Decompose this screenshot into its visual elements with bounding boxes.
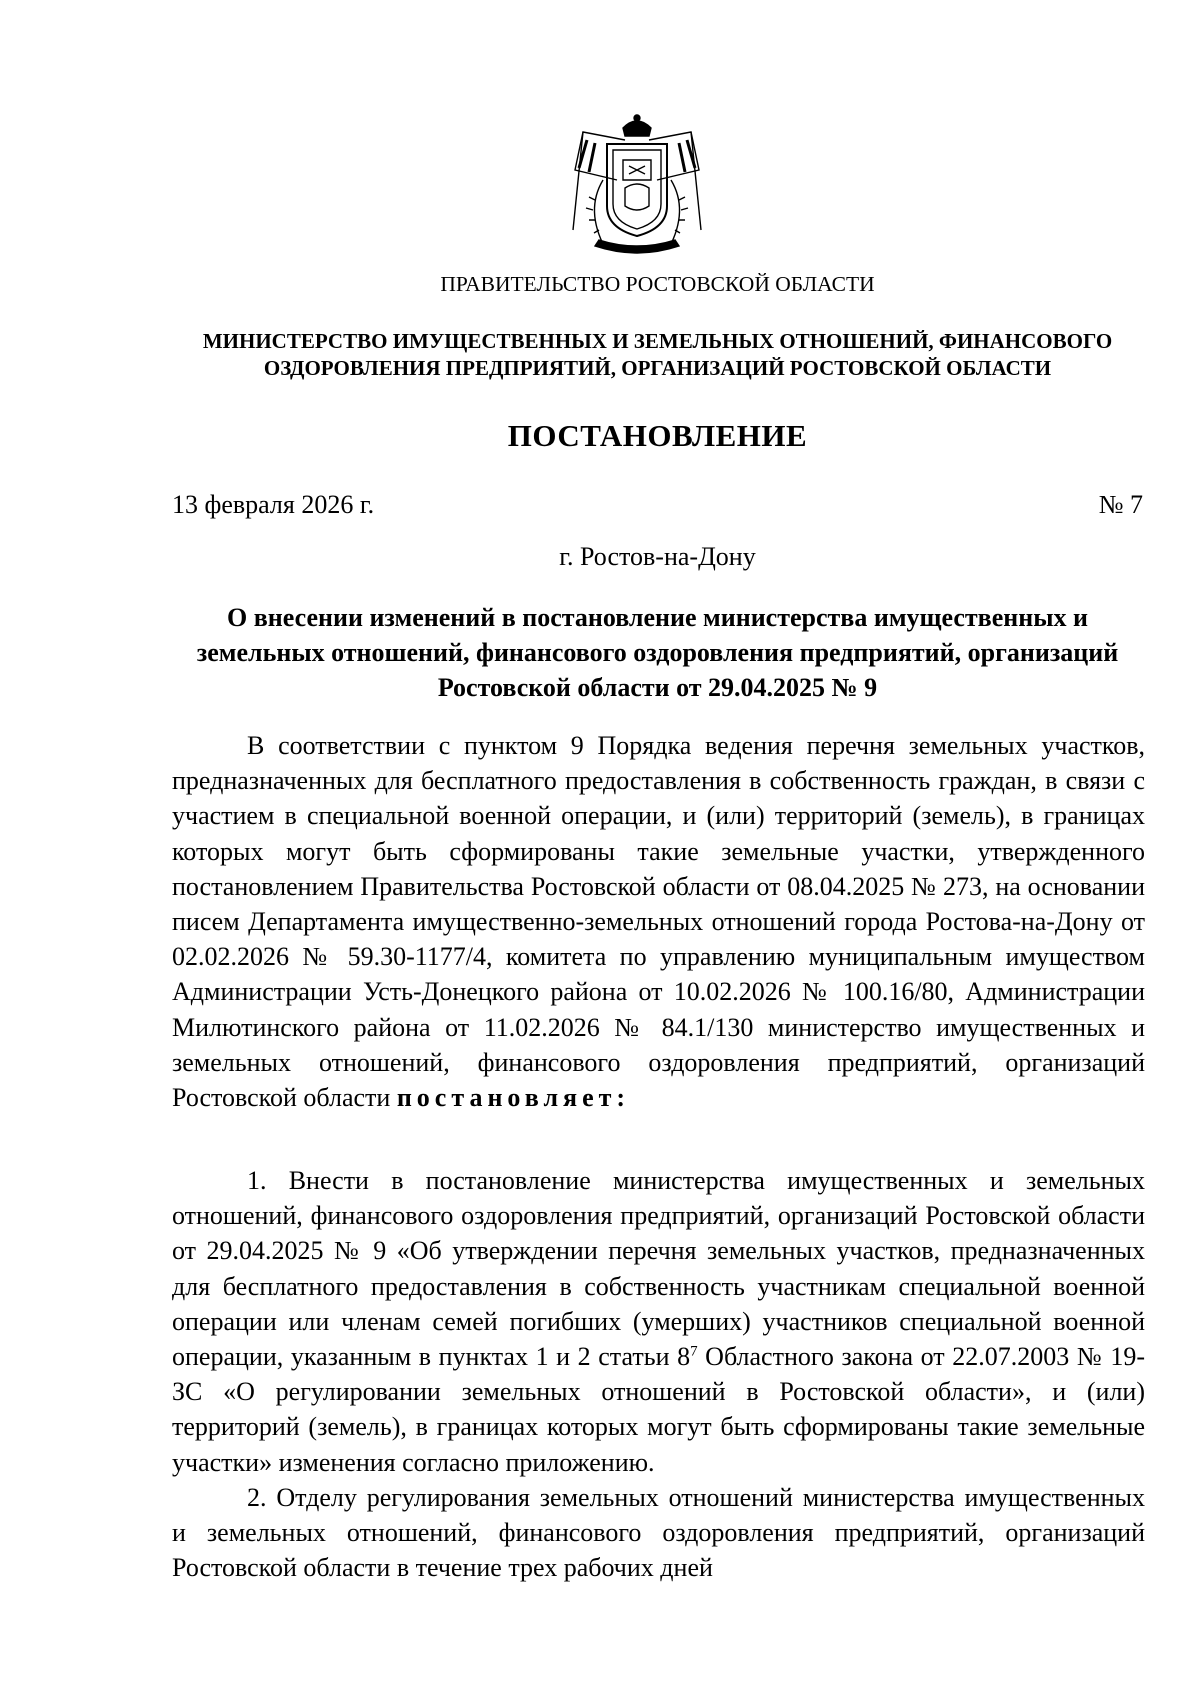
preamble-text: В соответствии с пунктом 9 Порядка ведения перечня земельных участков, предназначенных для бесплатного предоставления в собственность граждан, в связи с участием в специальной военной операции, и (или) территорий (земель), в границах которых могут быть сформированы такие земельные участки, утвержденного постановлением Правительства Ростовской области от 08.04.2025 № 273, на основании писем Департамента имущественно-земельных отношений города Ростова-на-Дону от 02.02.2026 № 59.30-1177/4, комитета по управлению муниципальным имуществом Администрации Усть-Донецкого района от 10.02.2026 № 100.16/80, Администрации Милютинского района от 11.02.2026 № 84.1/130 министерство имущественных и земельных отношений, финансового оздоровления предприятий, организаций Ростовской области	[172, 731, 1145, 1113]
government-name: ПРАВИТЕЛЬСТВО РОСТОВСКОЙ ОБЛАСТИ	[440, 272, 875, 296]
clause-1-text-a: 1. Внести в постановление министерства имущественных и земельных отношений, финансового оздоровления предприятий, организаций Ростовской области от 29.04.2025 № 9 «Об утверждении перечня земельных участков, предназначенных для бесплатного предоставления в собственность участникам специальной военной операции или членам семей погибших (умерших) участников специальной военной операции, указанным в пунктах 1 и 2 статьи 8	[172, 1166, 1145, 1372]
clause-1-text-b: Областного закона от 22.07.2003 № 19-ЗС «О регулировании земельных отношений в Ростовской области», и (или) территорий (земель), в границах которых могут быть сформированы такие земельные участки» изменения согласно приложению.	[172, 1342, 1145, 1477]
coat-of-arms-icon	[565, 110, 710, 260]
document-city: г. Ростов-на-Дону	[559, 542, 756, 571]
preamble-paragraph	[172, 728, 1145, 1115]
decree-word: постановляет:	[396, 1083, 631, 1113]
document-number: № 7	[1098, 490, 1143, 519]
article-superscript: 7	[690, 1343, 698, 1360]
document-date: 13 февраля 2026 г.	[172, 490, 375, 519]
ministry-name: МИНИСТЕРСТВО ИМУЩЕСТВЕННЫХ И ЗЕМЕЛЬНЫХ ОТНОШЕНИЙ, ФИНАНСОВОГО ОЗДОРОВЛЕНИЯ ПРЕДПРИЯТИЙ, ОРГАНИЗАЦИЙ РОСТОВСКОЙ ОБЛАСТИ	[202, 329, 1113, 380]
document-type: ПОСТАНОВЛЕНИЕ	[507, 418, 808, 453]
clause-1-paragraph	[172, 1163, 1145, 1480]
clause-2-paragraph: 2. Отделу регулирования земельных отношений министерства имущественных и земельных отношений, финансового оздоровления предприятий, организаций Ростовской области в течение трех рабочих дней	[172, 1483, 1145, 1583]
document-subject: О внесении изменений в постановление министерства имущественных и земельных отношений, финансового оздоровления предприятий, организаций Ростовской области от 29.04.2025 № 9	[196, 603, 1119, 702]
